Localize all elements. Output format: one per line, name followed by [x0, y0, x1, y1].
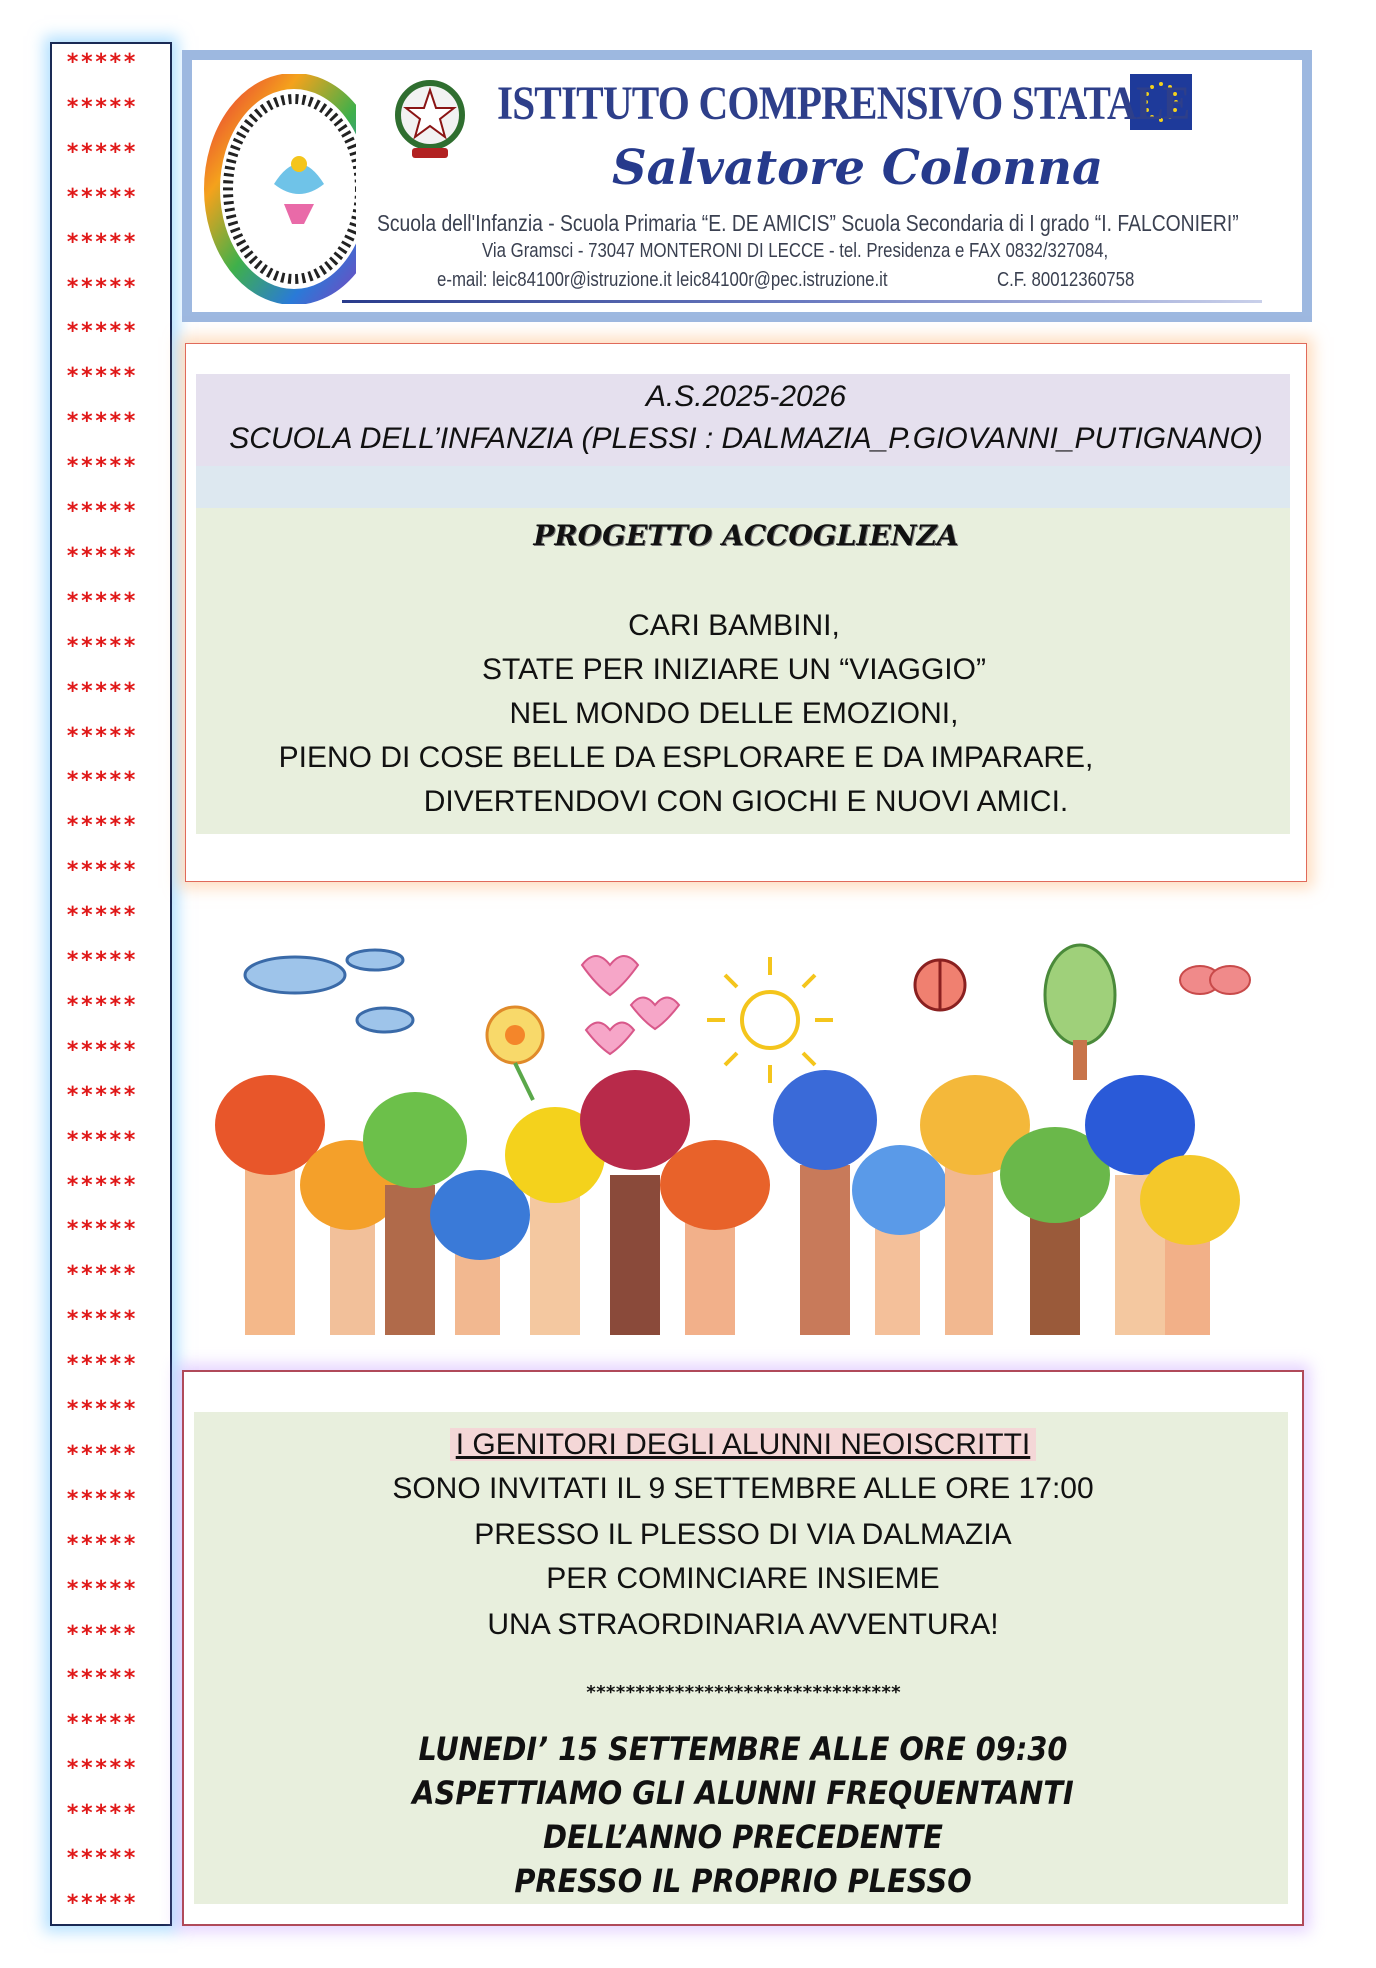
star-row: ***** [66, 454, 138, 480]
star-row: ***** [66, 1666, 138, 1692]
message-line: DIVERTENDOVI CON GIOCHI E NUOVI AMICI. [423, 785, 1069, 818]
invite-line: SONO INVITATI IL 9 SETTEMBRE ALLE ORE 17:00 [392, 1472, 1094, 1505]
star-row: ***** [66, 1531, 138, 1557]
star-row: ***** [66, 1621, 138, 1647]
header-divider [342, 300, 1262, 303]
school-year: A.S.2025-2026 [645, 380, 847, 413]
star-row: ***** [66, 1307, 138, 1333]
spacer-band [196, 466, 1290, 508]
star-row: ***** [66, 319, 138, 345]
star-row: ***** [66, 1846, 138, 1871]
star-row: ***** [66, 1172, 138, 1198]
star-row: ***** [66, 50, 138, 75]
star-row: ***** [66, 409, 138, 435]
ladybug-icon [915, 960, 965, 1010]
star-row: ***** [66, 858, 138, 884]
star-row: ***** [66, 903, 138, 929]
star-row: ***** [66, 499, 138, 524]
star-row: ***** [66, 723, 138, 749]
parents-heading-text: I GENITORI DEGLI ALUNNI NEOISCRITTI [450, 1428, 1037, 1461]
hearts-icon [582, 956, 679, 1054]
butterfly-icon [1180, 966, 1250, 994]
star-border-column [50, 42, 172, 1926]
star-row: ***** [66, 1037, 138, 1063]
star-row: ***** [66, 364, 138, 390]
invite-line: PER COMINCIARE INSIEME [546, 1562, 940, 1595]
invite-line: PRESSO IL PLESSO DI VIA DALMAZIA [474, 1518, 1012, 1551]
star-row: ***** [66, 229, 138, 255]
plessi-line: SCUOLA DELL’INFANZIA (PLESSI : DALMAZIA_P.GIOVANNI_PUTIGNANO) [229, 422, 1263, 455]
star-row: ***** [66, 543, 138, 569]
star-row: ***** [66, 1082, 138, 1108]
star-row: ***** [66, 992, 138, 1018]
star-row: ***** [66, 1262, 138, 1288]
address-line: Via Gramsci - 73047 MONTERONI DI LECCE - tel. Presidenza e FAX 0832/327084, [482, 240, 1109, 262]
star-row: ***** [66, 94, 138, 120]
star-row: ***** [66, 274, 138, 300]
message-line: PIENO DI COSE BELLE DA ESPLORARE E DA IMPARARE, [278, 741, 1094, 774]
institute-title: ISTITUTO COMPRENSIVO STATALE [497, 77, 1190, 130]
invitation-box [182, 1370, 1304, 1926]
star-row: ***** [66, 1217, 138, 1243]
star-row: ***** [66, 633, 138, 659]
star-row: ***** [66, 184, 138, 210]
star-row: ***** [66, 1441, 138, 1467]
closing-line: LUNEDI’ 15 SETTEMBRE ALLE ORE 09:30 [418, 1730, 1068, 1768]
star-row: ***** [66, 948, 138, 973]
star-divider: ******************************** [585, 1682, 901, 1703]
star-row: ***** [66, 588, 138, 614]
star-row: ***** [66, 139, 138, 165]
message-line: CARI BAMBINI, [628, 609, 840, 642]
schools-list: Scuola dell'Infanzia - Scuola Primaria “E. DE AMICIS” Scuola Secondaria di I grado “I. FALCONIERI” [377, 210, 1239, 236]
message-line: STATE PER INIZIARE UN “VIAGGIO” [482, 653, 986, 686]
institute-name: Salvatore Colonna [612, 140, 1104, 196]
star-row: ***** [66, 1576, 138, 1602]
email-line: e-mail: leic84100r@istruzione.it leic84100r@pec.istruzione.it [437, 269, 888, 291]
star-row: ***** [66, 768, 138, 794]
raised-hands [215, 1070, 1240, 1335]
tree-icon [1045, 945, 1115, 1080]
flower-icon [487, 1007, 543, 1100]
star-row: ***** [66, 1352, 138, 1378]
tax-code: C.F. 80012360758 [997, 269, 1135, 291]
clouds-icon [245, 950, 413, 1032]
invite-line: UNA STRAORDINARIA AVVENTURA! [487, 1608, 999, 1641]
painted-hands-illustration [215, 925, 1305, 1335]
closing-line: DELL’ANNO PRECEDENTE [543, 1818, 943, 1856]
school-logo-icon [204, 74, 356, 304]
star-row: ***** [66, 1756, 138, 1782]
star-row: ***** [66, 1397, 138, 1422]
message-line: NEL MONDO DELLE EMOZIONI, [509, 697, 959, 730]
star-row: ***** [66, 1127, 138, 1153]
star-row: ***** [66, 1890, 138, 1916]
closing-line: ASPETTIAMO GLI ALUNNI FREQUENTANTI [412, 1774, 1074, 1812]
school-header [182, 50, 1312, 322]
header-inner [192, 60, 1302, 312]
project-title: PROGETTO ACCOGLIENZA [533, 519, 959, 552]
star-row: ***** [66, 1486, 138, 1512]
parents-heading [184, 1428, 1302, 1462]
welcome-box [185, 343, 1307, 882]
sun-icon [707, 957, 833, 1083]
republic-emblem-icon [392, 70, 468, 170]
closing-line: PRESSO IL PROPRIO PLESSO [514, 1862, 972, 1900]
star-row: ***** [66, 1711, 138, 1737]
star-row: ***** [66, 678, 138, 704]
star-row: ***** [66, 813, 138, 839]
star-row: ***** [66, 1801, 138, 1827]
